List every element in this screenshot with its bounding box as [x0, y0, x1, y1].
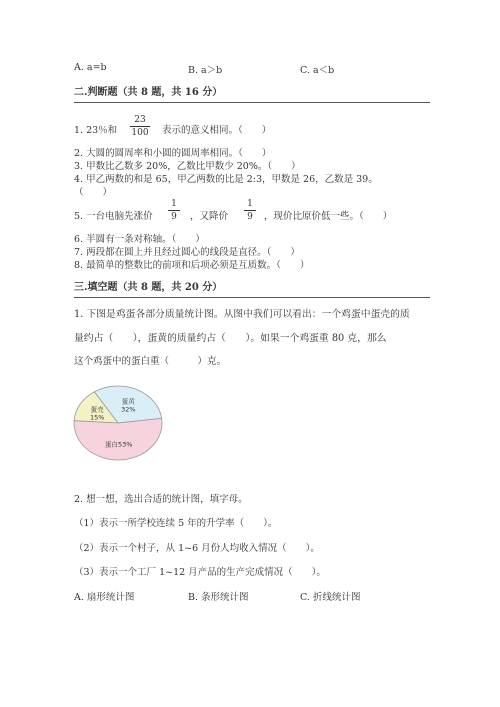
q3-2-intro: 2. 想一想，选出合适的统计图，填字母。: [74, 494, 248, 505]
q2-5-pre: 5. 一台电脑先涨价: [74, 211, 153, 222]
q3-2-option-c: C. 折线统计图: [300, 592, 361, 603]
q2-1-fraction: [130, 115, 150, 138]
q2-4-blank: （ ）: [74, 187, 113, 198]
q2-2: 2. 大圆的圆周率和小圆的圆周率相同。（ ）: [74, 148, 272, 159]
q2-3: 3. 甲数比乙数多 20%，乙数比甲数少 20%。（ ）: [74, 161, 301, 172]
pie-label-1: 蛋黄: [121, 397, 135, 406]
pie-label-0: 蛋壳: [90, 405, 104, 414]
q3-2-option-a: A. 扇形统计图: [74, 592, 135, 603]
pie-value-1: 32%: [121, 405, 136, 414]
q2-4: 4. 甲乙两数的和是 65，甲乙两数的比是 2:3，甲数是 26，乙数是 39。: [74, 174, 378, 185]
fraction-numerator: 1: [171, 199, 177, 209]
q2-1-post: 表示的意义相同。（ ）: [162, 125, 272, 136]
q2-8: 8. 最简单的整数比的前项和后项必须是互质数。（ ）: [74, 260, 310, 271]
fraction-bar: [168, 210, 180, 211]
q3-2-item-1: （1）表示一所学校连续 5 年的升学率（ ）。: [74, 518, 278, 529]
q3-1-line-2: 量约占（ ），蛋黄的质量约占（ ）。如果一个鸡蛋重 80 克，那么: [74, 333, 387, 344]
fraction-numerator: 1: [247, 199, 253, 209]
egg-composition-pie-chart: [72, 384, 164, 462]
fraction-bar: [130, 126, 150, 127]
option-a: A. a=b: [74, 62, 107, 73]
fraction-bar: [244, 210, 256, 211]
fraction-denominator: 100: [131, 128, 149, 138]
q3-1-line-1: 1. 下图是鸡蛋各部分质量统计图。从图中我们可以看出：一个鸡蛋中蛋壳的质: [74, 309, 410, 320]
fraction-numerator: 23: [134, 115, 146, 125]
q3-2-item-3: （3）表示一个工厂 1~12 月产品的生产完成情况（ ）。: [74, 567, 326, 578]
q2-5-fraction-2: [244, 199, 256, 222]
option-b: B. a＞b: [188, 65, 223, 76]
q2-6: 6. 半圆有一条对称轴。（ ）: [74, 234, 205, 245]
q2-1-pre: 1. 23％和: [74, 125, 118, 136]
q2-5-mid: ，又降价: [190, 211, 229, 222]
q3-1-line-3: 这个鸡蛋中的蛋白重（ ）克。: [74, 356, 227, 367]
fraction-denominator: 9: [171, 212, 177, 222]
q3-2-option-b: B. 条形统计图: [188, 592, 249, 603]
fraction-denominator: 9: [247, 212, 253, 222]
q2-5-post: ，现价比原价低一些。（ ）: [264, 211, 393, 222]
q2-7: 7. 两段都在圆上并且经过圆心的线段是直径。（ ）: [74, 247, 300, 258]
pie-value-0: 15%: [89, 413, 105, 422]
section-3-title: 三.填空题（共 8 题，共 20 分）: [74, 281, 430, 298]
q2-5-fraction-1: [168, 199, 180, 222]
pie-slice-2: [74, 418, 162, 460]
option-c: C. a＜b: [300, 65, 335, 76]
section-2-title: 二.判断题（共 8 题，共 16 分）: [74, 86, 430, 103]
q3-2-item-2: （2）表示一个村子，从 1~6 月份人均收入情况（ ）。: [74, 543, 320, 554]
pie-label-2: 蛋白53%: [105, 440, 133, 449]
